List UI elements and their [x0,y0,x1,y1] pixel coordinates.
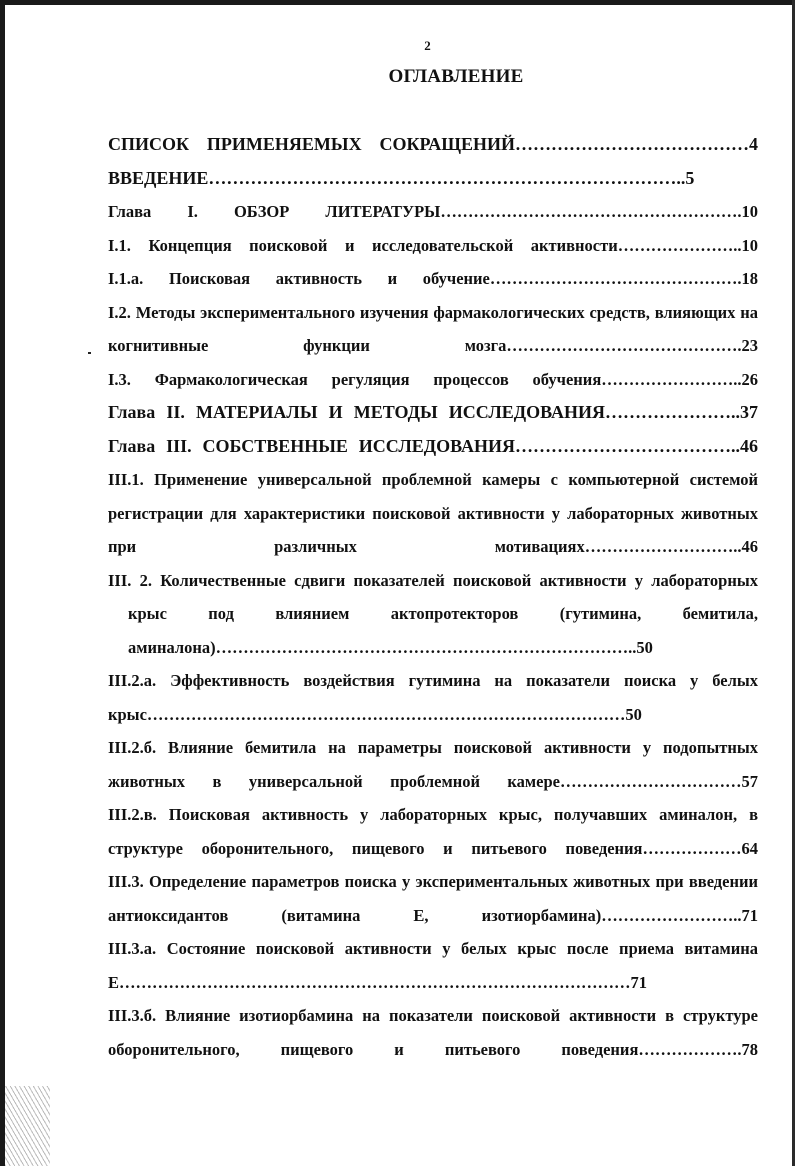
toc-entry: III. 2. Количественные сдвиги показателей поисковой активности у лабораторных крыс под влиянием актопротекторов (гутимина, бемитила, аминалона)…………………………………………………………………..50 [108,570,758,657]
toc-entry: I.2. Методы экспериментального изучения фармакологических средств, влияющих на когнитивные функции мозга…………………………………….23 [108,302,758,355]
toc-entry: III.2.б. Влияние бемитила на параметры поисковой активности у подопытных животных в универсальной проблемной камере……………………………57 [108,738,758,791]
toc-entry: Глава I. ОБЗОР ЛИТЕРАТУРЫ……………………………………………….10 [108,202,758,221]
toc-entry: Глава III. СОБСТВЕННЫЕ ИССЛЕДОВАНИЯ………………………………..46 [108,435,758,456]
toc-entry: I.1. Концепция поисковой и исследовательской активности…………………..10 [108,235,758,255]
toc-entry: СПИСОК ПРИМЕНЯЕМЫХ СОКРАЩЕНИЙ…………………………………4 [108,134,758,154]
page-number: 2 [424,38,431,53]
toc-entry: III.2.а. Эффективность воздействия гутимина на показатели поиска у белых крыс……………………………………………………………………………50 [108,671,758,724]
scan-speck [88,352,91,354]
toc-entry: I.1.а. Поисковая активность и обучение……………………………………….18 [108,269,758,288]
scan-border-top [0,0,795,5]
scan-border-left [0,0,5,1166]
page-title: ОГЛАВЛЕНИЕ [388,66,524,87]
toc-entry: III.1. Применение универсальной проблемной камеры с компьютерной системой регистрации для характеристики поисковой активности у лабораторных животных при различных мотивациях………………………..46 [108,470,758,556]
toc-entry: ВВЕДЕНИЕ……………………………………………………………………..5 [108,167,695,188]
toc-entry: III.2.в. Поисковая активность у лабораторных крыс, получавших аминалон, в структуре оборонительного, пищевого и питьевого поведения………………64 [108,805,758,858]
toc-entry: III.3.б. Влияние изотиорбамина на показатели поисковой активности в структуре оборонительного, пищевого и питьевого поведения……………….78 [108,1006,758,1059]
toc-entry: I.3. Фармакологическая регуляция процессов обучения……………………..26 [108,369,758,389]
toc-entry: III.3.а. Состояние поисковой активности у белых крыс после приема витамина Е…………………………………………………………………………………71 [108,939,758,992]
toc-entry: III.3. Определение параметров поиска у экспериментальных животных при введении антиоксидантов (витамина Е, изотиорбамина)……………………..71 [108,872,758,925]
table-of-contents [108,128,758,1066]
toc-entry: Глава II. МАТЕРИАЛЫ И МЕТОДЫ ИССЛЕДОВАНИЯ…………………..37 [108,402,758,422]
scan-noise [5,1086,50,1166]
